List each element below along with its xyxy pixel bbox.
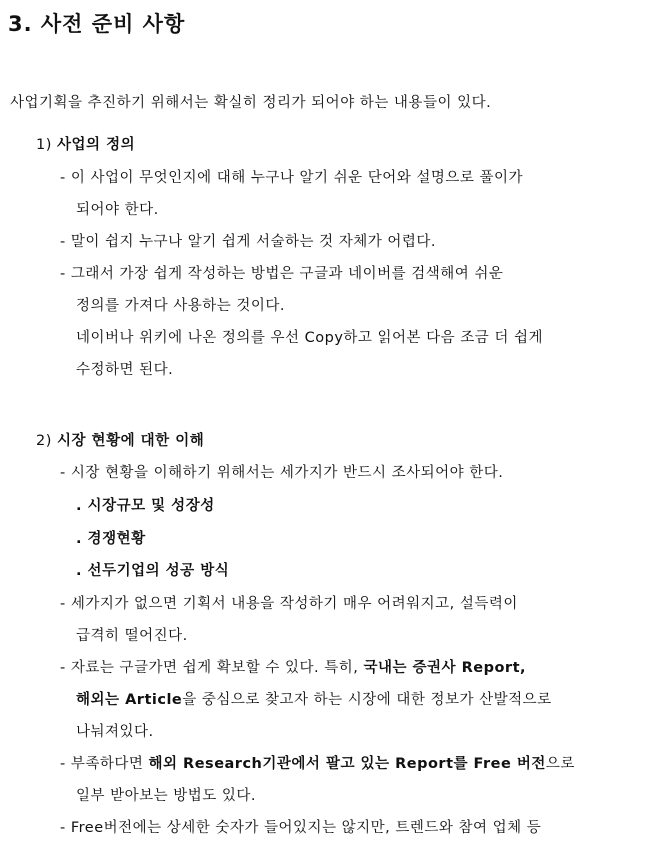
bold-text: 해외는 Article (76, 692, 183, 708)
sub-item: . 경쟁현황 (76, 531, 146, 547)
text: - 부족하다면 (60, 756, 149, 772)
sub-item: . 선두기업의 성공 방식 (76, 563, 230, 579)
page-title: 3. 사전 준비 사항 (8, 12, 186, 36)
paragraph-line: 되어야 한다. (76, 202, 159, 218)
text: 을 중심으로 찾고자 하는 시장에 대한 정보가 산발적으로 (182, 692, 552, 708)
paragraph-line: 일부 받아보는 방법도 있다. (76, 788, 257, 804)
paragraph-line: 수정하면 된다. (76, 362, 174, 378)
paragraph-line (60, 658, 526, 678)
paragraph-line: - 시장 현황을 이해하기 위해서는 세가지가 반드시 조사되어야 한다. (60, 465, 504, 481)
bold-text: 해외 Research기관에서 팔고 있는 Report를 Free 버전 (148, 756, 546, 772)
paragraph-line (60, 754, 575, 774)
paragraph-line: - 이 사업이 무엇인지에 대해 누구나 알기 쉬운 단어와 설명으로 풀이가 (60, 170, 524, 186)
section-title: 시장 현황에 대한 이해 (57, 433, 205, 449)
paragraph-line: 급격히 떨어진다. (76, 628, 188, 644)
paragraph-line: - 말이 쉽지 누구나 알기 쉽게 서술하는 것 자체가 어렵다. (60, 234, 436, 250)
section-title: 사업의 정의 (57, 137, 136, 153)
text: 으로 (545, 756, 575, 772)
paragraph-line: - Free버전에는 상세한 숫자가 들어있지는 않지만, 트렌드와 참여 업체 등 (60, 820, 542, 836)
intro-text: 사업기획을 추진하기 위해서는 확실히 정리가 되어야 하는 내용들이 있다. (10, 95, 492, 111)
sub-item: . 시장규모 및 성장성 (76, 498, 215, 514)
paragraph-line: - 세가지가 없으면 기획서 내용을 작성하기 매우 어려워지고, 설득력이 (60, 596, 518, 612)
section-1-heading (36, 135, 135, 155)
section-2-heading (36, 431, 204, 451)
text: - 자료는 구글가면 쉽게 확보할 수 있다. 특히, (60, 660, 364, 676)
paragraph-line (76, 690, 552, 710)
paragraph-line: 네이버나 위키에 나온 정의를 우선 Copy하고 읽어본 다음 조금 더 쉽게 (76, 330, 544, 346)
section-number: 1) (36, 137, 52, 153)
paragraph-line: 정의를 가져다 사용하는 것이다. (76, 298, 286, 314)
bold-text: 국내는 증권사 Report, (363, 660, 527, 676)
section-number: 2) (36, 433, 52, 449)
paragraph-line: 나눠져있다. (76, 724, 154, 740)
paragraph-line: - 그래서 가장 쉽게 작성하는 방법은 구글과 네이버를 검색해여 쉬운 (60, 266, 504, 282)
